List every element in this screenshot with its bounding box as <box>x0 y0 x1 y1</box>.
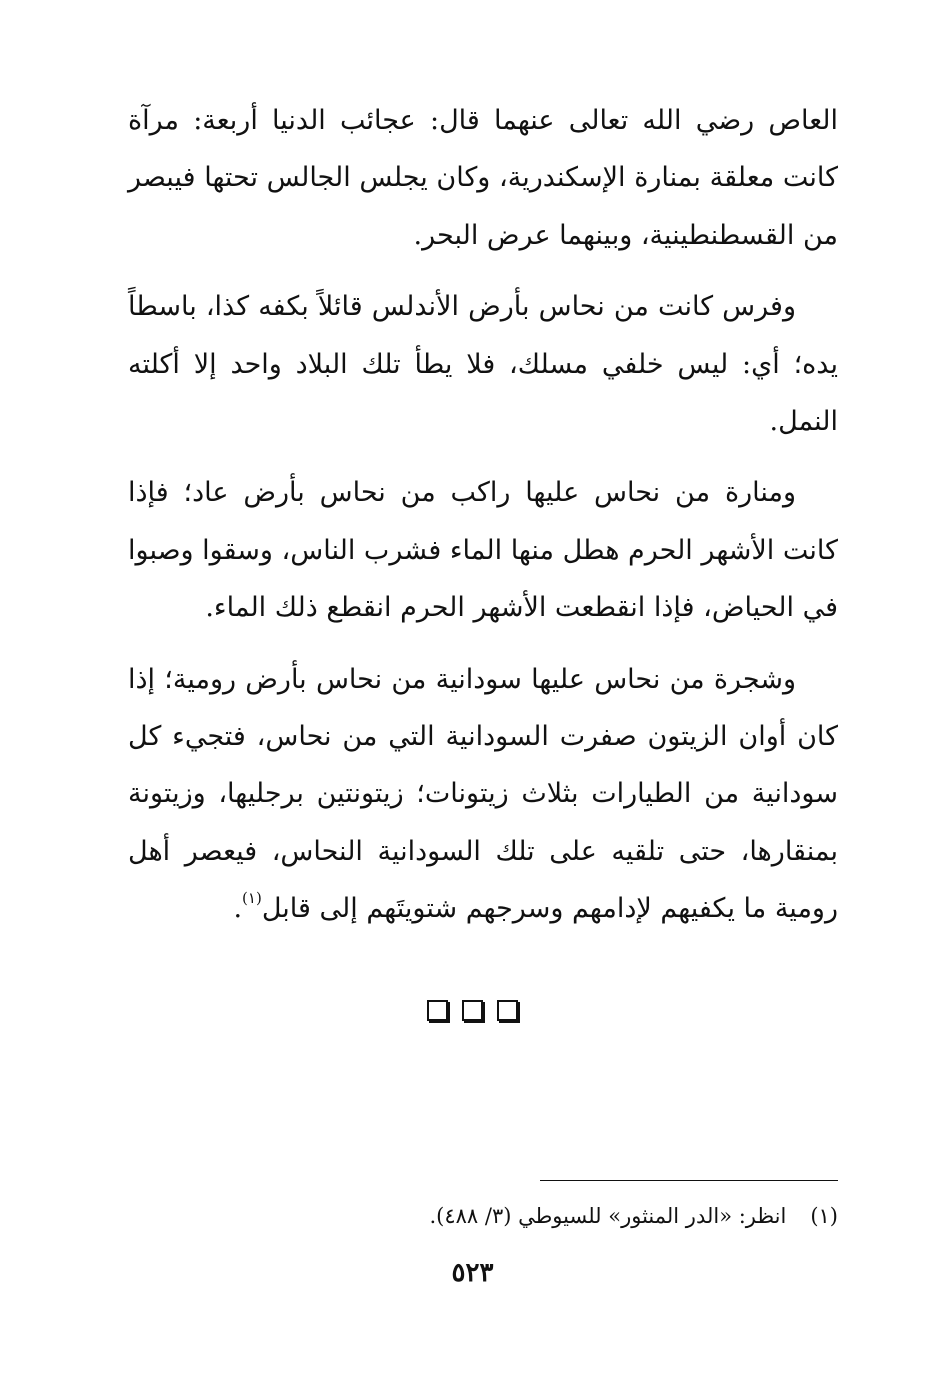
paragraph-4-end: . <box>233 893 243 925</box>
footnote <box>128 1198 838 1234</box>
main-text <box>128 92 838 952</box>
paragraph-2: وفرس كانت من نحاس بأرض الأندلس قائلاً بكفه كذا، باسطاً يده؛ أي: ليس خلفي مسلك، فلا يطأ تلك البلاد واحد إلا أكلته النمل. <box>128 291 838 438</box>
square-ornament-icon <box>427 1000 448 1021</box>
square-ornament-icon <box>462 1000 483 1021</box>
page-number: ٥٢٣ <box>451 1258 494 1288</box>
footnote-divider <box>540 1180 838 1181</box>
paragraph-4-text: وشجرة من نحاس عليها سودانية من نحاس بأرض رومية؛ إذا كان أوان الزيتون صفرت السودانية التي من نحاس، فتجيء كل سودانية من الطيارات بثلاث زيتونات؛ زيتونتين برجليها، وزيتونة بمنقارها، حتى تلقيه على تلك السودانية النحاس، فيعصر أهل رومية ما يكفيهم لإدامهم وسرجهم شتويتَهم إلى قابل <box>128 663 838 925</box>
footnote-text: انظر: «الدر المنثور» للسيوطي (٣/ ٤٨٨). <box>429 1204 787 1228</box>
footnote-number: (١) <box>810 1204 838 1228</box>
paragraph-3: ومنارة من نحاس عليها راكب من نحاس بأرض عاد؛ فإذا كانت الأشهر الحرم هطل منها الماء فشرب الناس، وسقوا وصبوا في الحياض، فإذا انقطعت الأشهر الحرم انقطع ذلك الماء. <box>128 477 838 624</box>
section-separator <box>0 1000 945 1025</box>
paragraph-4 <box>128 651 838 938</box>
footnote-reference[interactable]: (١) <box>242 889 262 908</box>
square-ornament-icon <box>497 1000 518 1021</box>
paragraph-1: العاص رضي الله تعالى عنهما قال: عجائب الدنيا أربعة: مرآة كانت معلقة بمنارة الإسكندرية، وكان يجلس الجالس تحتها فيبصر من القسطنطينية، وبينهما عرض البحر. <box>128 105 838 251</box>
